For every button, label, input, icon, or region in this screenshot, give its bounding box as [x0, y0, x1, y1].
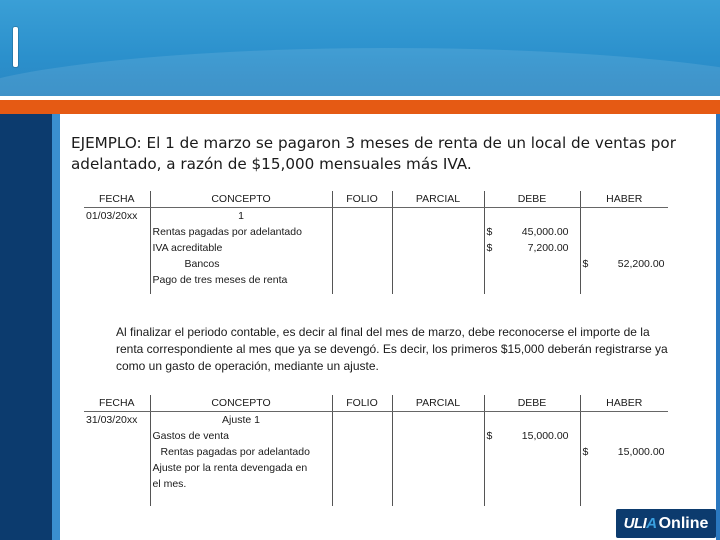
debe-cell	[484, 240, 580, 256]
table-header-row	[84, 395, 668, 412]
right-accent-stripe	[716, 114, 720, 540]
header-banner	[0, 0, 720, 96]
table-row	[84, 476, 668, 492]
ula-online-logo	[616, 509, 716, 538]
header-folio: FOLIO	[332, 191, 392, 208]
debe-amount: 45,000.00	[521, 226, 569, 238]
header-fecha: FECHA	[84, 395, 150, 412]
concept-cell: Ajuste por la renta devengada en	[150, 460, 332, 476]
table-row	[84, 272, 668, 288]
currency-symbol: $	[582, 258, 589, 270]
header-folio: FOLIO	[332, 395, 392, 412]
haber-amount: 52,200.00	[617, 258, 665, 270]
adjustment-note: Al finalizar el periodo contable, es decir al final del mes de marzo, debe reconocerse el importe de la renta correspondiente al mes que ya se devengó. Es decir, los primeros $15,000 deberán registrarse ya como un gasto de operación, mediante un ajuste.	[116, 325, 668, 373]
haber-cell	[580, 428, 668, 444]
entry-date: 31/03/20xx	[86, 414, 138, 426]
table-row	[84, 412, 668, 429]
table-row	[84, 256, 668, 272]
table-row	[84, 444, 668, 460]
entry-date: 01/03/20xx	[86, 210, 138, 222]
debe-cell	[484, 256, 580, 272]
header-fecha: FECHA	[84, 191, 150, 208]
left-accent-stripe	[52, 114, 60, 540]
left-sidebar-band	[0, 114, 52, 540]
concept-cell: Rentas pagadas por adelantado	[150, 444, 332, 460]
header-haber: HABER	[580, 395, 668, 412]
orange-divider	[0, 100, 720, 114]
entry-number: Ajuste 1	[150, 412, 332, 429]
debe-cell	[484, 444, 580, 460]
table-row	[84, 224, 668, 240]
haber-cell	[580, 444, 668, 460]
table-row	[84, 460, 668, 476]
header-parcial: PARCIAL	[392, 395, 484, 412]
header-debe: DEBE	[484, 191, 580, 208]
debe-amount: 7,200.00	[527, 242, 569, 254]
entry-number: 1	[150, 208, 332, 225]
concept-cell: Rentas pagadas por adelantado	[150, 224, 332, 240]
currency-symbol: $	[582, 446, 589, 458]
logo-online-text: Online	[658, 514, 709, 532]
debe-cell	[484, 428, 580, 444]
debe-amount: 15,000.00	[521, 430, 569, 442]
haber-cell	[580, 224, 668, 240]
table-row	[84, 208, 668, 225]
concept-cell: IVA acreditable	[150, 240, 332, 256]
concept-cell: Gastos de venta	[150, 428, 332, 444]
concept-cell: el mes.	[150, 476, 332, 492]
currency-symbol: $	[486, 226, 493, 238]
haber-cell	[580, 256, 668, 272]
header-wave-decoration	[0, 48, 720, 96]
journal-table-2	[84, 395, 668, 506]
table-row	[84, 240, 668, 256]
currency-symbol: $	[486, 242, 493, 254]
header-concepto: CONCEPTO	[150, 395, 332, 412]
table-row	[84, 428, 668, 444]
concept-cell: Bancos	[150, 256, 332, 272]
header-parcial: PARCIAL	[392, 191, 484, 208]
logo-mark: ULIA	[623, 515, 657, 532]
header-debe: DEBE	[484, 395, 580, 412]
journal-table-1	[84, 191, 668, 294]
header-concepto: CONCEPTO	[150, 191, 332, 208]
currency-symbol: $	[486, 430, 493, 442]
header-bar-icon	[13, 27, 18, 67]
haber-amount: 15,000.00	[617, 446, 665, 458]
intro-text: EJEMPLO: El 1 de marzo se pagaron 3 meses de renta de un local de ventas por adelantado, a razón de $15,000 mensuales más IVA.	[71, 134, 676, 173]
haber-cell	[580, 240, 668, 256]
concept-cell: Pago de tres meses de renta	[150, 272, 332, 288]
debe-cell	[484, 224, 580, 240]
table-header-row	[84, 191, 668, 208]
header-haber: HABER	[580, 191, 668, 208]
